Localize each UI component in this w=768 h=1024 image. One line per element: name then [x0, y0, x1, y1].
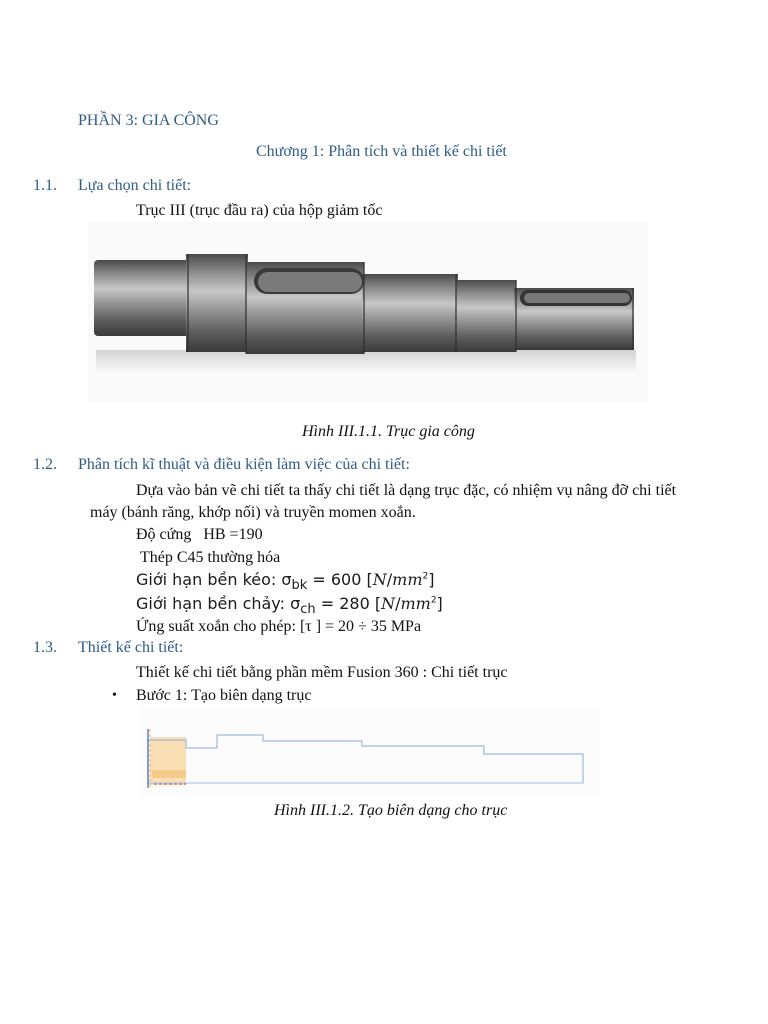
hardness-line: Độ cứng HB =190: [136, 526, 263, 543]
figure-1-caption: Hình III.1.1. Trục gia công: [302, 423, 475, 440]
section-2-title: Phân tích kĩ thuật và điều kiện làm việc của chi tiết:: [78, 456, 410, 473]
paragraph-line-1: Dựa vào bản vẽ chi tiết ta thấy chi tiết là dạng trục đặc, có nhiệm vụ nâng đỡ chi tiết: [136, 482, 677, 499]
section-3-number: 1.3.: [33, 639, 57, 656]
steel-line: Thép C45 thường hóa: [140, 549, 281, 566]
paragraph-line-2: máy (bánh răng, khớp nối) và truyền momen xoắn.: [90, 504, 416, 521]
chapter-title: Chương 1: Phân tích và thiết kế chi tiết: [256, 143, 507, 160]
yield-strength-line: Giới hạn bền chảy: $\sigma_{ch} = 280$ $[N/mm^2]$: [136, 594, 443, 618]
part-title: PHẦN 3: GIA CÔNG: [78, 112, 219, 129]
torsion-line: Ứng suất xoắn cho phép: [τ ] = 20 ÷ 35 MPa: [136, 618, 422, 635]
tensile-strength-line: Giới hạn bền kéo: $\sigma_{bk} = 600$ $[N/mm^2]$: [136, 570, 435, 594]
section-1-number: 1.1.: [33, 177, 57, 194]
profile-sketch-image: [140, 708, 600, 798]
section-1-text: Trục III (trục đầu ra) của hộp giảm tốc: [136, 202, 383, 219]
figure-2-caption: Hình III.1.2. Tạo biên dạng cho trục: [274, 802, 508, 819]
section-3-title: Thiết kế chi tiết:: [78, 639, 184, 656]
section-3-text: Thiết kế chi tiết bằng phần mềm Fusion 360 : Chi tiết trục: [136, 664, 508, 681]
bullet-icon: •: [112, 688, 117, 703]
section-1-title: Lựa chọn chi tiết:: [78, 177, 192, 194]
bullet-step-1: Bước 1: Tạo biên dạng trục: [136, 687, 312, 704]
section-2-number: 1.2.: [33, 456, 57, 473]
shaft-3d-image: [88, 222, 648, 402]
